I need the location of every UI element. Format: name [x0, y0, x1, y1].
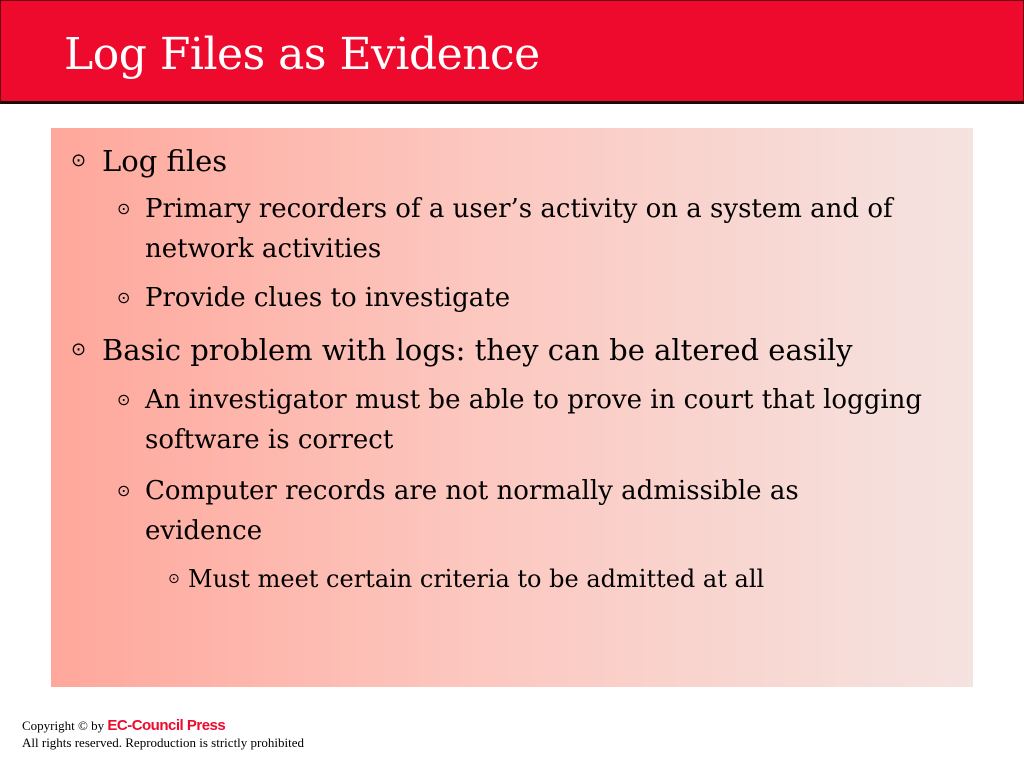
bullet-text: Primary recorders of a user’s activity on a system and of network activities — [145, 194, 893, 264]
copyright-prefix: Copyright © by — [22, 718, 105, 733]
bullet-item — [117, 471, 907, 551]
circled-dot-icon: ⊙ — [71, 150, 87, 171]
circled-dot-icon: ⊙ — [117, 481, 131, 500]
slide-title: Log Files as Evidence — [64, 29, 540, 80]
title-bar — [0, 0, 1024, 104]
copyright-line — [22, 717, 304, 734]
bullet-text: Basic problem with logs: they can be altered easily — [102, 333, 853, 367]
circled-dot-icon: ⊙ — [117, 288, 131, 307]
bullet-item — [168, 562, 958, 596]
bullet-item — [117, 189, 957, 269]
bullet-text: An investigator must be able to prove in court that logging software is correct — [145, 385, 923, 455]
content-box — [51, 128, 973, 687]
bullet-item — [117, 380, 927, 460]
circled-dot-icon: ⊙ — [117, 199, 131, 218]
bullet-item — [71, 330, 966, 370]
bullet-text: Log files — [102, 144, 228, 178]
circled-dot-icon: ⊙ — [71, 339, 87, 360]
rights-line: All rights reserved. Reproduction is strictly prohibited — [22, 735, 304, 750]
bullet-item — [71, 141, 951, 181]
brand-name: EC-Council Press — [107, 717, 226, 734]
bullet-text: Computer records are not normally admissible as evidence — [145, 476, 799, 546]
bullet-item — [117, 278, 957, 318]
bullet-text: Provide clues to investigate — [145, 283, 511, 313]
circled-dot-icon: ⊙ — [117, 390, 131, 409]
bullet-text: Must meet certain criteria to be admitted at all — [188, 565, 765, 593]
footer — [22, 717, 304, 751]
circled-dot-icon: ⊙ — [168, 571, 180, 587]
